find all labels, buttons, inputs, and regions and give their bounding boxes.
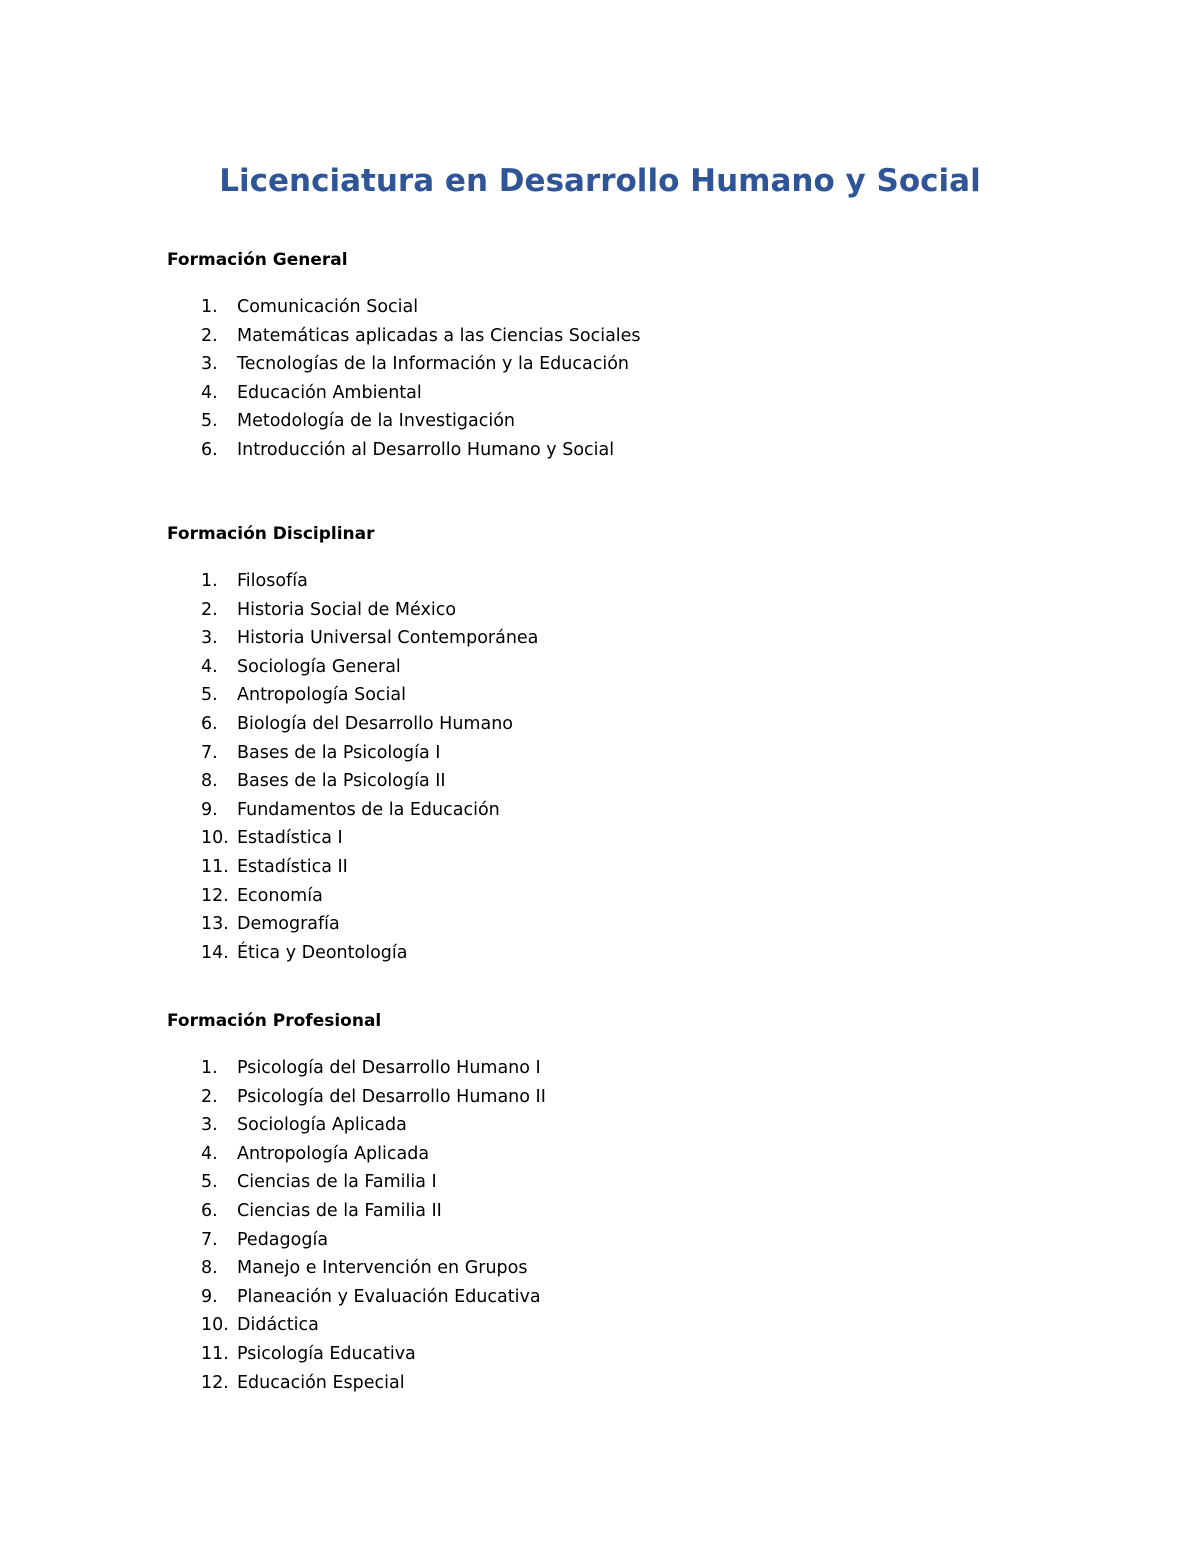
section-formacion-disciplinar	[167, 523, 1067, 967]
list-item	[167, 1111, 1067, 1140]
list-item-label: Bases de la Psicología II	[237, 771, 446, 792]
list-item	[167, 681, 1067, 710]
list-item-number: 10.	[201, 828, 229, 849]
list-item	[167, 882, 1067, 911]
list-item-number: 11.	[201, 856, 229, 877]
section-formacion-profesional	[167, 1010, 1067, 1397]
list-item-label: Biología del Desarrollo Humano	[237, 713, 514, 734]
list-item	[167, 293, 1067, 322]
list-item-number: 5.	[201, 685, 218, 706]
list-item	[167, 407, 1067, 436]
course-list	[167, 567, 1067, 967]
course-list	[167, 293, 1067, 465]
list-item	[167, 624, 1067, 653]
list-item	[167, 796, 1067, 825]
list-item-number: 8.	[201, 771, 218, 792]
list-item-label: Metodología de la Investigación	[237, 411, 515, 432]
list-item-label: Historia Universal Contemporánea	[237, 628, 539, 649]
document-title: Licenciatura en Desarrollo Humano y Social	[219, 163, 981, 199]
list-item	[167, 1054, 1067, 1083]
list-item-number: 3.	[201, 354, 218, 375]
list-item-number: 2.	[201, 599, 218, 620]
list-item-label: Estadística II	[237, 856, 348, 877]
list-item-label: Educación Ambiental	[237, 382, 422, 403]
list-item-label: Ética y Deontología	[237, 942, 408, 963]
list-item	[167, 379, 1067, 408]
list-item	[167, 910, 1067, 939]
list-item-label: Estadística I	[237, 828, 343, 849]
list-item	[167, 1226, 1067, 1255]
list-item-number: 8.	[201, 1258, 218, 1279]
list-item-label: Matemáticas aplicadas a las Ciencias Sociales	[237, 325, 641, 346]
list-item-number: 1.	[201, 571, 218, 591]
list-item-label: Educación Especial	[237, 1372, 405, 1393]
list-item-number: 7.	[201, 1229, 218, 1250]
list-item	[167, 739, 1067, 768]
list-item-label: Psicología del Desarrollo Humano II	[237, 1086, 546, 1107]
list-item-number: 3.	[201, 628, 218, 649]
list-item-number: 4.	[201, 656, 218, 677]
list-item-label: Antropología Aplicada	[237, 1143, 430, 1164]
list-item	[167, 767, 1067, 796]
list-item-number: 9.	[201, 1286, 218, 1307]
list-item	[167, 1283, 1067, 1312]
list-item	[167, 1140, 1067, 1169]
list-item-label: Bases de la Psicología I	[237, 742, 441, 763]
list-item-number: 14.	[201, 942, 229, 963]
list-item-number: 12.	[201, 885, 229, 906]
list-item	[167, 1369, 1067, 1398]
list-item-label: Sociología General	[237, 656, 401, 677]
list-item-number: 13.	[201, 914, 229, 935]
list-item-number: 9.	[201, 799, 218, 820]
list-item-number: 3.	[201, 1115, 218, 1136]
list-item-number: 2.	[201, 325, 218, 346]
list-item-label: Psicología Educativa	[237, 1343, 416, 1364]
list-item-label: Tecnologías de la Información y la Educación	[237, 354, 630, 375]
section-formacion-general	[167, 249, 1067, 465]
section-heading: Formación Profesional	[167, 1011, 382, 1031]
list-item	[167, 436, 1067, 465]
list-item-label: Historia Social de México	[237, 599, 457, 620]
list-item-number: 5.	[201, 1172, 218, 1193]
list-item	[167, 1168, 1067, 1197]
list-item-label: Antropología Social	[237, 685, 406, 706]
list-item-number: 5.	[201, 411, 218, 432]
list-item-number: 4.	[201, 382, 218, 403]
list-item-number: 1.	[201, 297, 218, 317]
list-item-number: 6.	[201, 713, 218, 734]
list-item-number: 7.	[201, 742, 218, 763]
list-item-label: Sociología Aplicada	[237, 1115, 407, 1136]
list-item-label: Comunicación Social	[237, 297, 419, 317]
list-item-number: 1.	[201, 1058, 218, 1078]
list-item	[167, 350, 1067, 379]
list-item	[167, 710, 1067, 739]
list-item-number: 10.	[201, 1315, 229, 1336]
list-item-label: Filosofía	[237, 571, 308, 591]
list-item	[167, 567, 1067, 596]
list-item-number: 6.	[201, 1200, 218, 1221]
list-item	[167, 1197, 1067, 1226]
list-item	[167, 1083, 1067, 1112]
list-item-label: Manejo e Intervención en Grupos	[237, 1258, 528, 1279]
list-item	[167, 596, 1067, 625]
list-item-label: Psicología del Desarrollo Humano I	[237, 1058, 541, 1078]
list-item	[167, 322, 1067, 351]
list-item-label: Didáctica	[237, 1315, 319, 1336]
list-item-number: 2.	[201, 1086, 218, 1107]
list-item	[167, 824, 1067, 853]
list-item-label: Fundamentos de la Educación	[237, 799, 500, 820]
list-item-number: 11.	[201, 1343, 229, 1364]
list-item	[167, 1340, 1067, 1369]
section-heading: Formación General	[167, 250, 348, 270]
list-item-label: Economía	[237, 885, 323, 906]
list-item-label: Pedagogía	[237, 1229, 329, 1250]
list-item-number: 6.	[201, 439, 218, 460]
list-item	[167, 853, 1067, 882]
list-item	[167, 1311, 1067, 1340]
list-item-label: Demografía	[237, 914, 340, 935]
list-item-number: 12.	[201, 1372, 229, 1393]
list-item-number: 4.	[201, 1143, 218, 1164]
list-item	[167, 653, 1067, 682]
section-heading: Formación Disciplinar	[167, 524, 375, 544]
course-list	[167, 1054, 1067, 1397]
list-item-label: Ciencias de la Familia I	[237, 1172, 437, 1193]
list-item-label: Planeación y Evaluación Educativa	[237, 1286, 541, 1307]
list-item-label: Introducción al Desarrollo Humano y Social	[237, 439, 615, 460]
list-item	[167, 1254, 1067, 1283]
list-item	[167, 939, 1067, 968]
list-item-label: Ciencias de la Familia II	[237, 1200, 442, 1221]
